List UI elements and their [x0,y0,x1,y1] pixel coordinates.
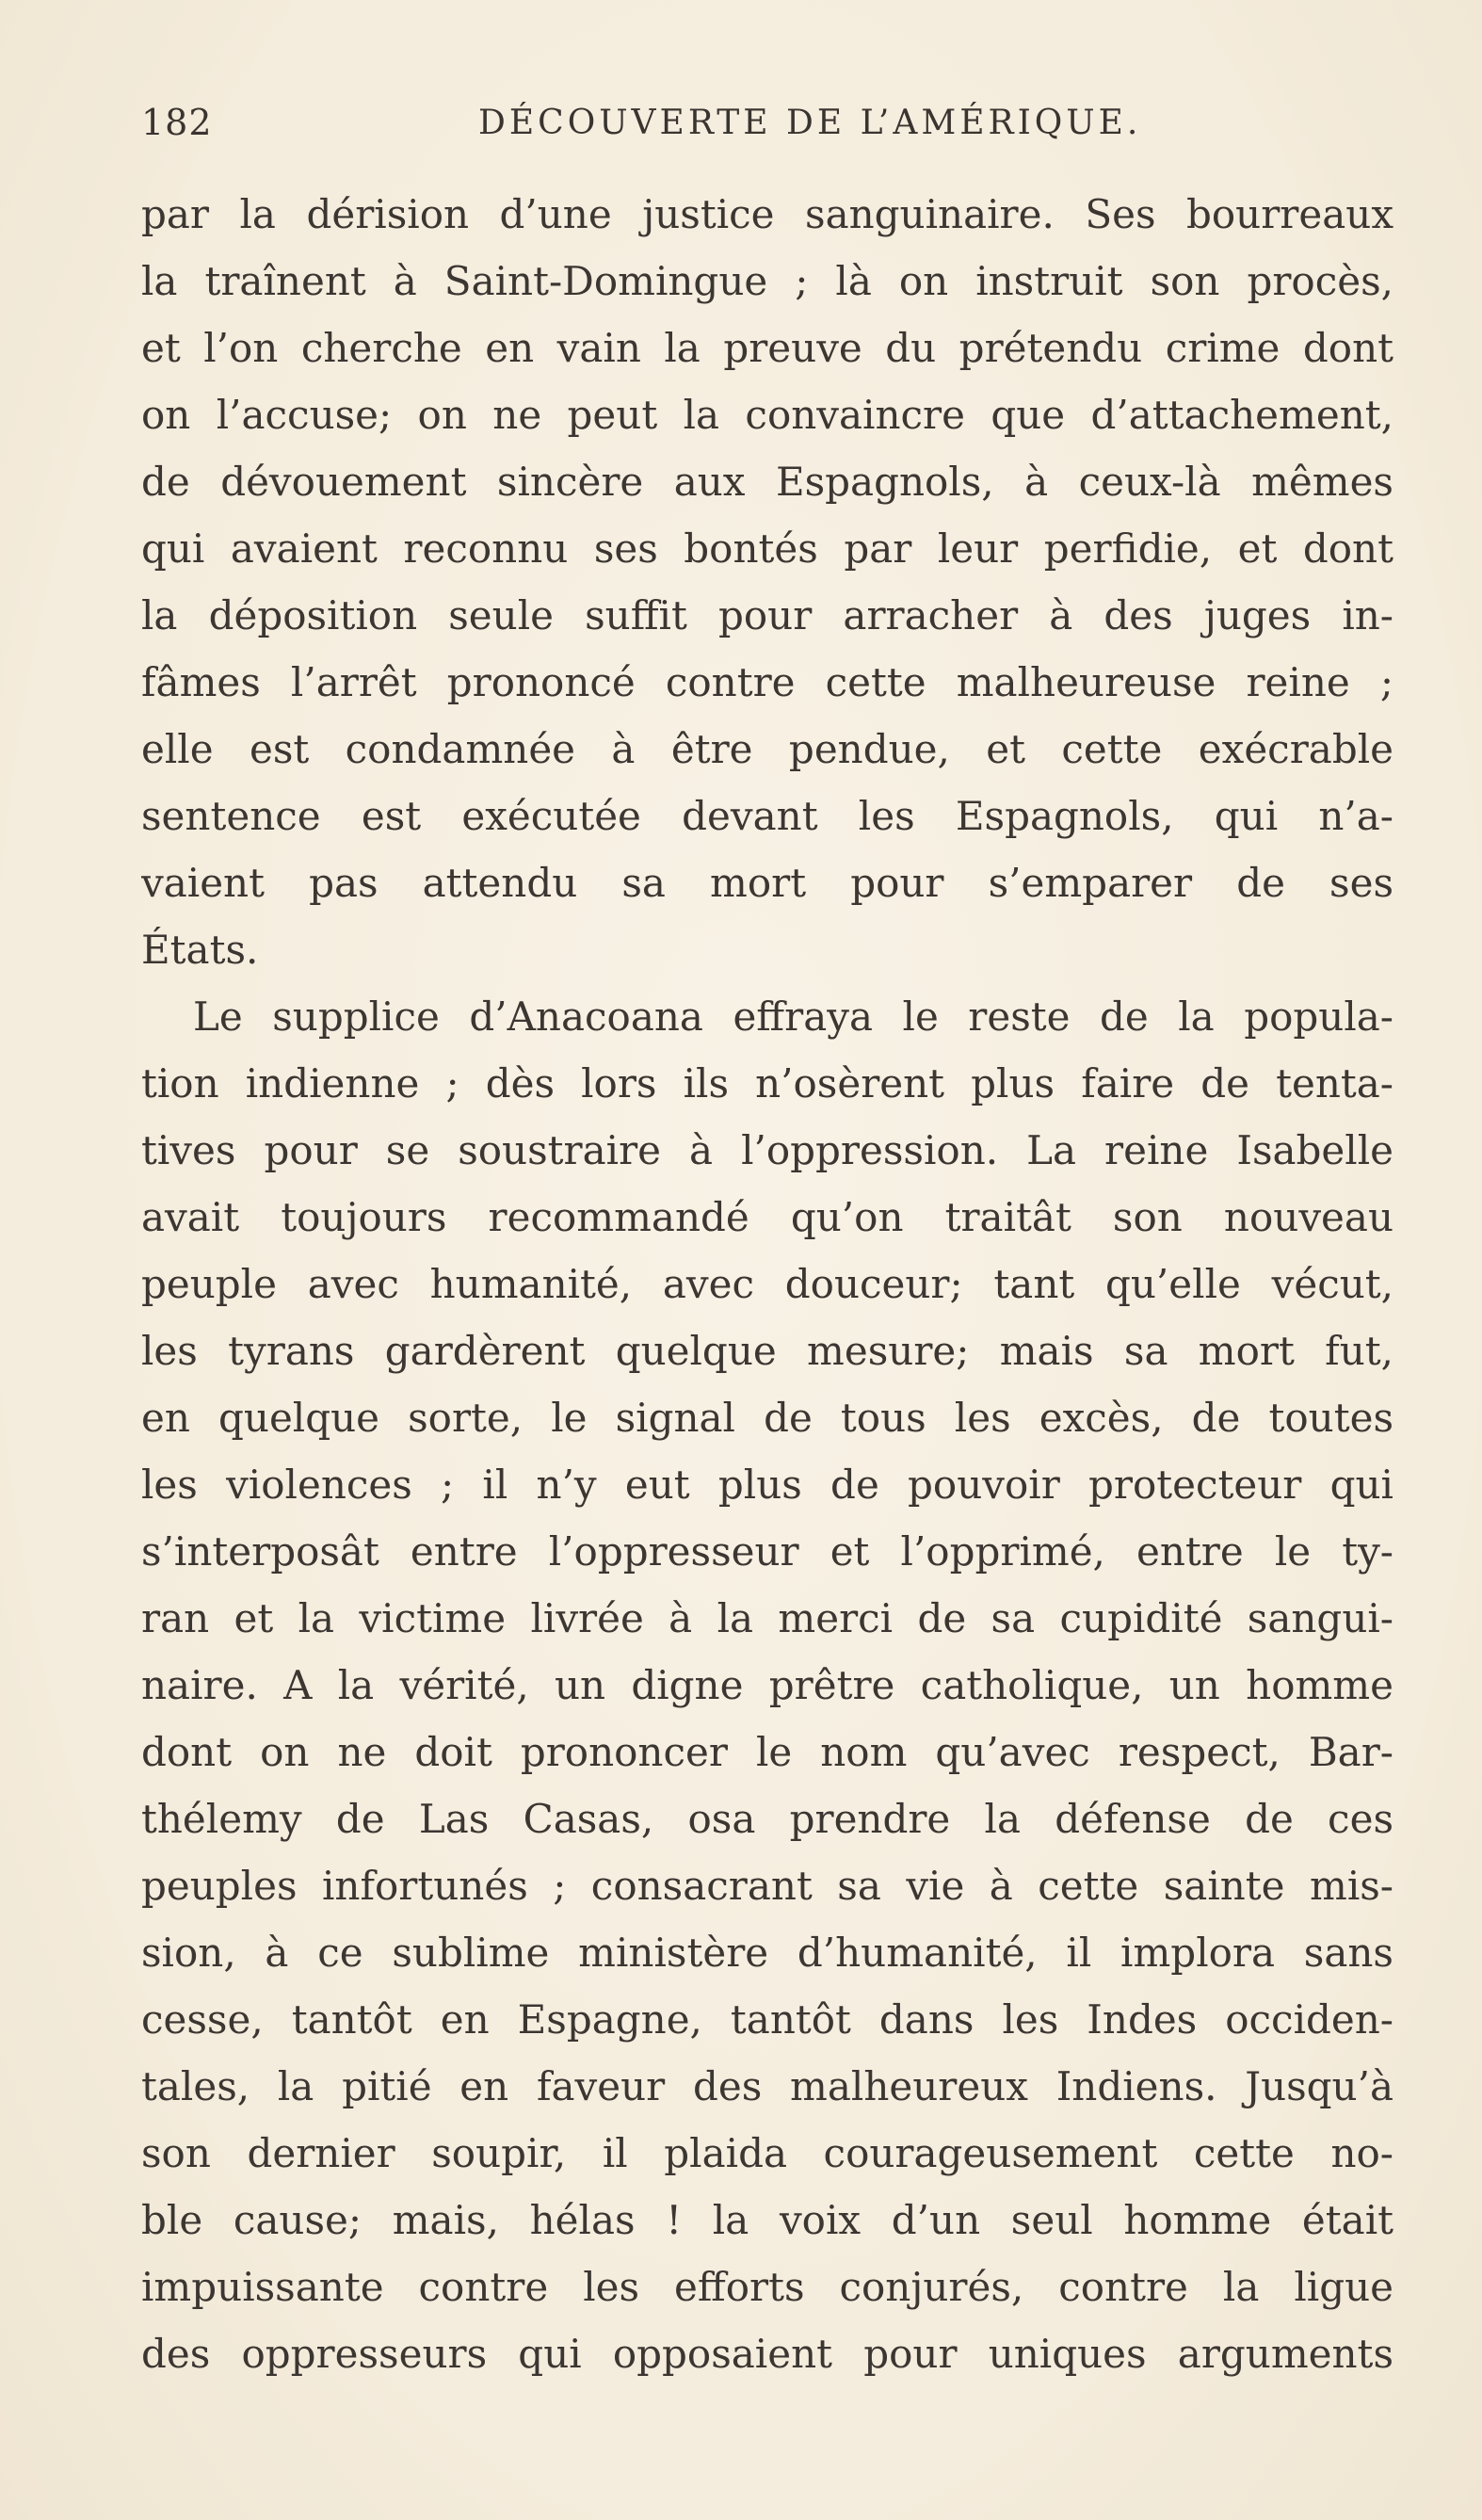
text-line: ble cause; mais, hélas ! la voix d’un seul homme était [141,2197,1393,2243]
text-line: les violences ; il n’y eut plus de pouvoir protecteur qui [141,1462,1393,1508]
text-line: la déposition seule suffit pour arracher à des juges in- [141,592,1393,638]
running-head [141,102,1393,158]
text-line: de dévouement sincère aux Espagnols, à ceux-là mêmes [141,459,1393,505]
text-line: peuples infortunés ; consacrant sa vie à cette sainte mis- [141,1863,1393,1909]
text-line: les tyrans gardèrent quelque mesure; mais sa mort fut, [141,1328,1393,1374]
page-number: 182 [141,102,213,143]
text-line: qui avaient reconnu ses bontés par leur perfidie, et dont [141,525,1393,572]
text-line: peuple avec humanité, avec douceur; tant qu’elle vécut, [141,1261,1393,1307]
text-line: en quelque sorte, le signal de tous les excès, de toutes [141,1395,1393,1441]
text-line: on l’accuse; on ne peut la convaincre que d’attachement, [141,392,1393,438]
text-line: par la dérision d’une justice sanguinaire. Ses bourreaux [141,191,1393,237]
text-line: et l’on cherche en vain la preuve du prétendu crime dont [141,325,1393,371]
text-line: son dernier soupir, il plaida courageusement cette no- [141,2130,1393,2176]
text-line: thélemy de Las Casas, osa prendre la défense de ces [141,1796,1393,1842]
text-line: sentence est exécutée devant les Espagnols, qui n’a- [141,793,1393,839]
text-line: tales, la pitié en faveur des malheureux Indiens. Jusqu’à [141,2063,1393,2109]
text-line: s’interposât entre l’oppresseur et l’opprimé, entre le ty- [141,1528,1393,1575]
text-line: vaient pas attendu sa mort pour s’emparer de ses [141,860,1393,906]
body-text [141,181,1393,2387]
running-title: DÉCOUVERTE DE L’AMÉRIQUE. [478,104,1142,142]
text-line: avait toujours recommandé qu’on traitât son nouveau [141,1194,1393,1240]
text-line: des oppresseurs qui opposaient pour uniques arguments [141,2331,1393,2377]
text-line: dont on ne doit prononcer le nom qu’avec respect, Bar- [141,1729,1393,1775]
text-line: tion indienne ; dès lors ils n’osèrent plus faire de tenta- [141,1060,1393,1107]
text-line: sion, à ce sublime ministère d’humanité, il implora sans [141,1930,1393,1976]
text-line: ran et la victime livrée à la merci de sa cupidité sangui- [141,1595,1393,1641]
text-line: elle est condamnée à être pendue, et cette exécrable [141,726,1393,772]
text-line: la traînent à Saint-Domingue ; là on instruit son procès, [141,258,1393,304]
text-line: impuissante contre les efforts conjurés, contre la ligue [141,2264,1393,2310]
text-line: Le supplice d’Anacoana effraya le reste de la popula- [193,993,1393,1040]
text-line: États. [141,927,259,973]
text-line: naire. A la vérité, un digne prêtre catholique, un homme [141,1662,1393,1708]
text-line: cesse, tantôt en Espagne, tantôt dans les Indes occiden- [141,1996,1393,2043]
text-line: tives pour se soustraire à l’oppression. La reine Isabelle [141,1127,1393,1173]
text-line: fâmes l’arrêt prononcé contre cette malheureuse reine ; [141,659,1393,705]
